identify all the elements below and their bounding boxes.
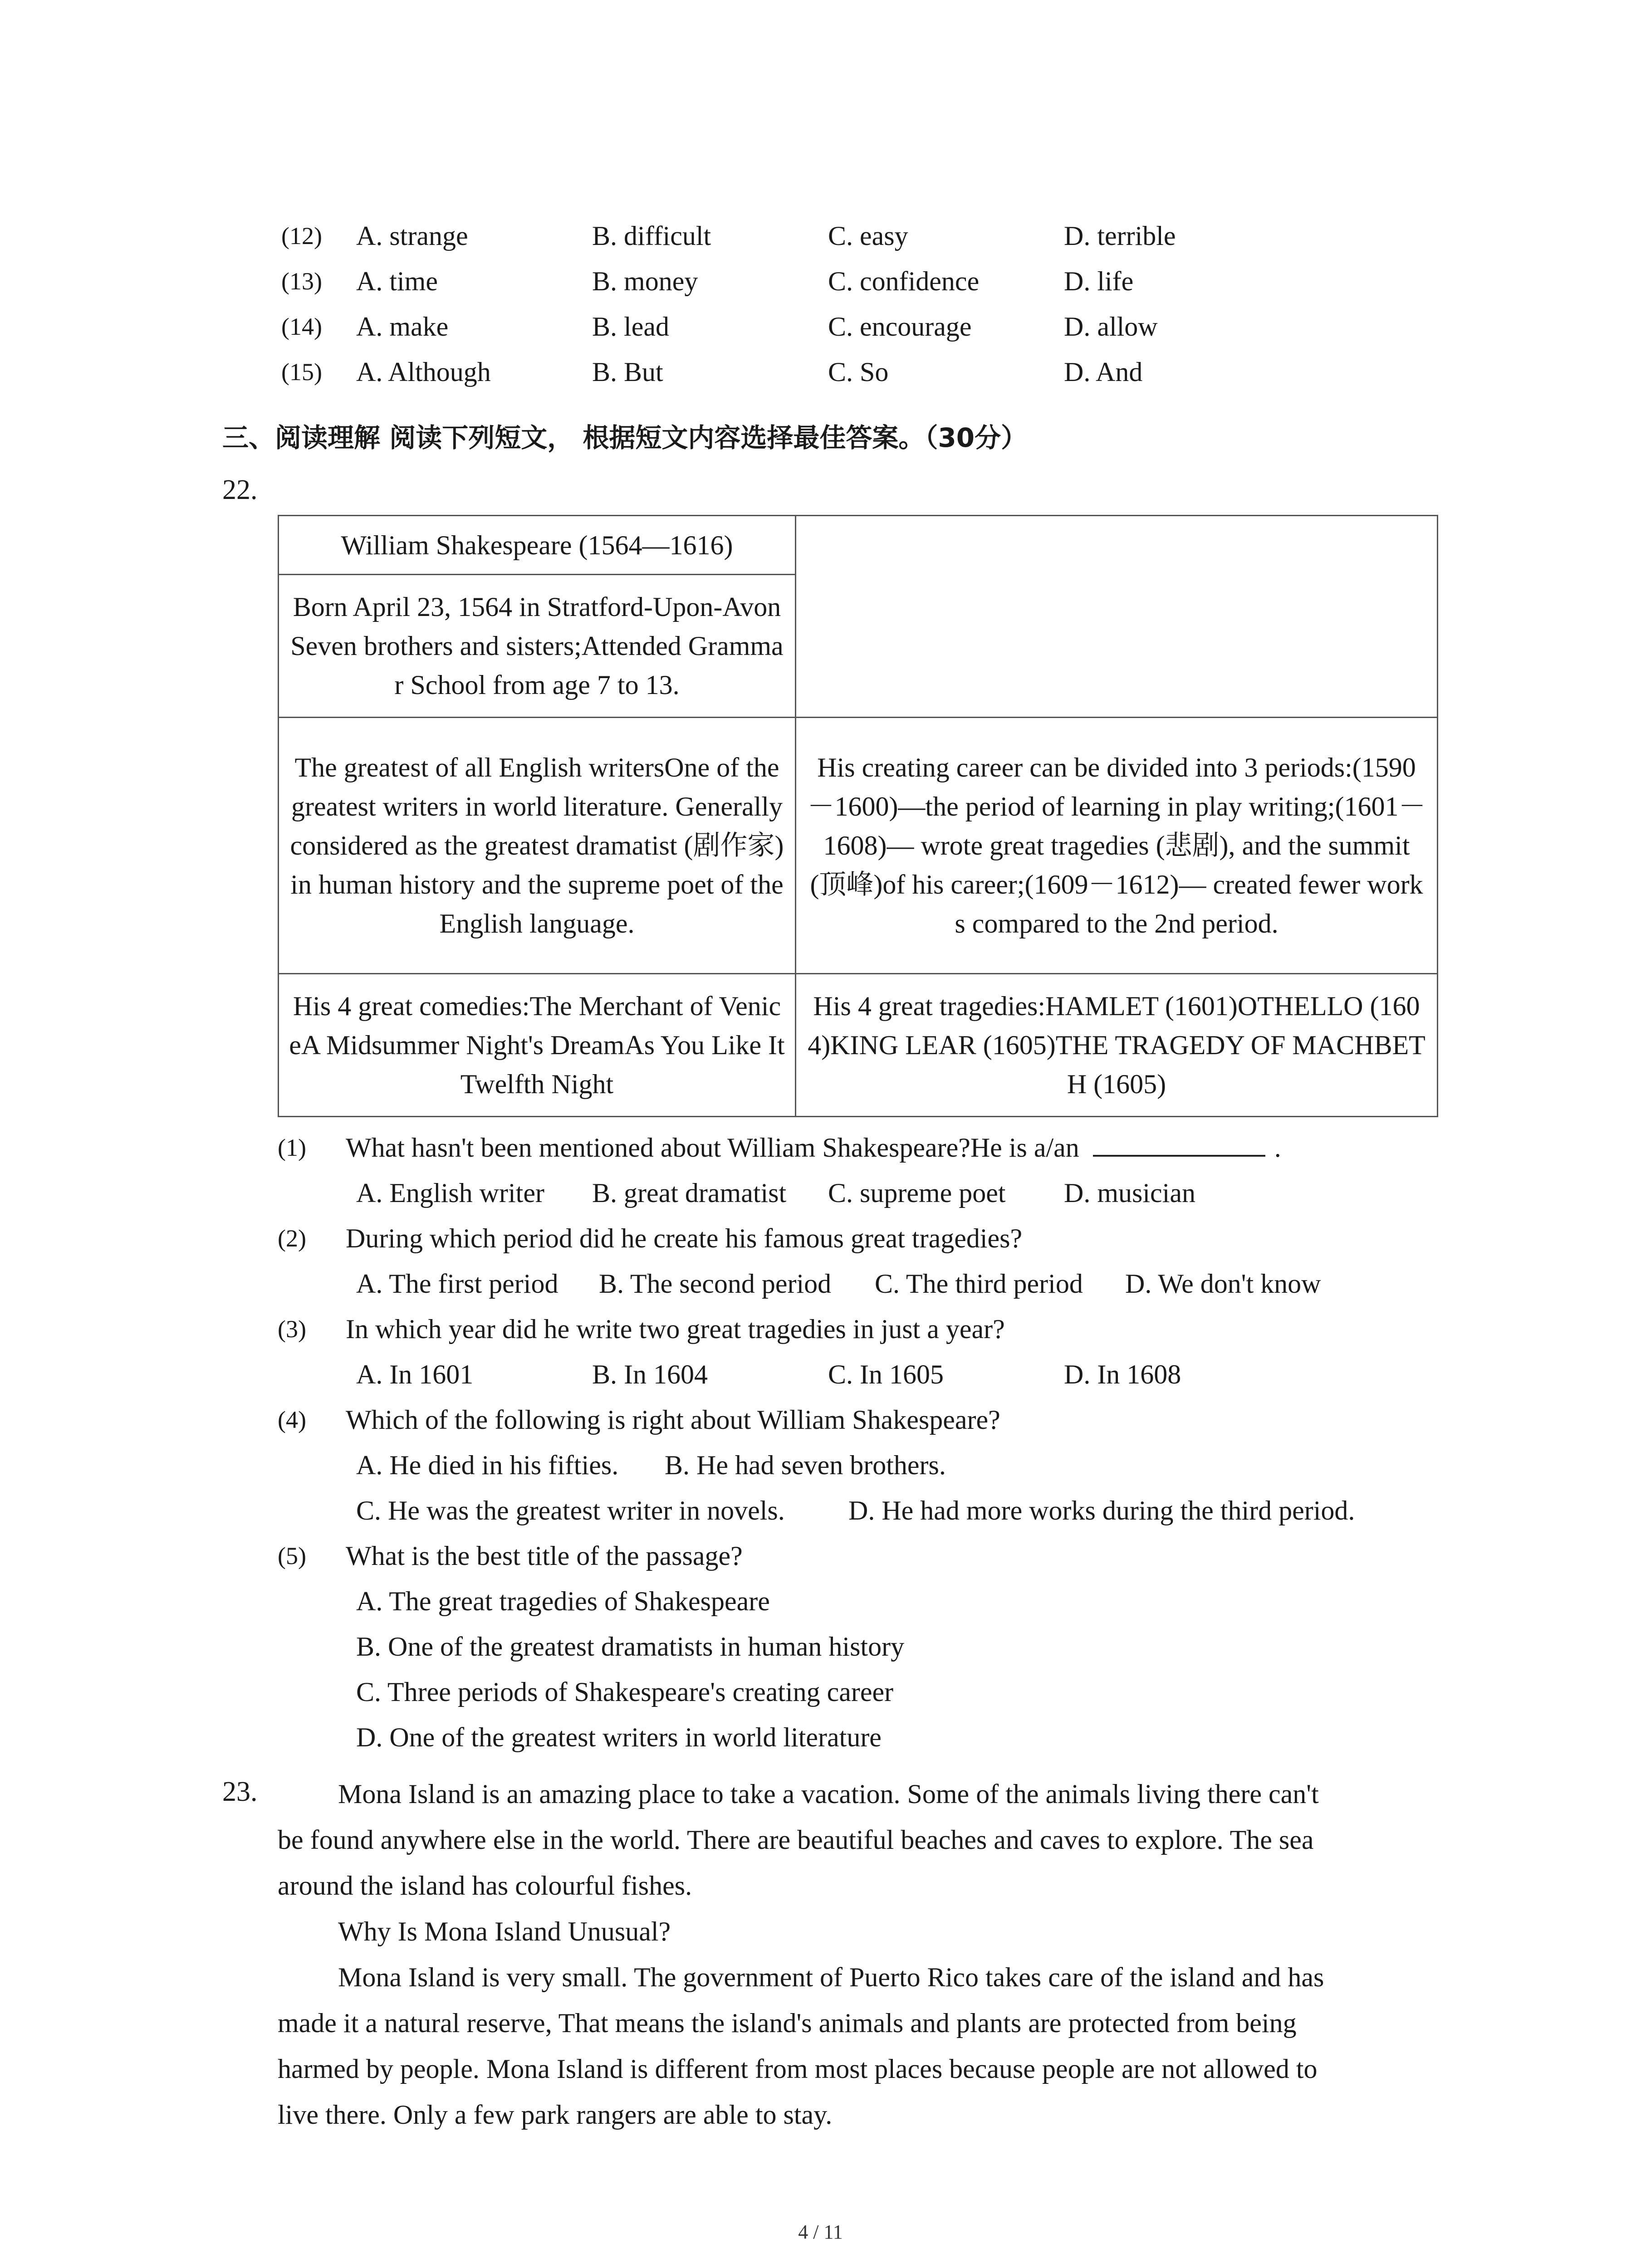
passage-line: Mona Island is very small. The government of Puerto Rico takes care of the island and has xyxy=(338,1962,1324,1992)
answer-option: D. In 1608 xyxy=(1064,1359,1181,1389)
passage-line: around the island has colourful fishes. xyxy=(278,1871,692,1901)
answer-option: B. He had seven brothers. xyxy=(665,1450,946,1480)
option-d: D. terrible xyxy=(1064,221,1176,251)
answer-option: C. Three periods of Shakespeare's creating career xyxy=(356,1677,894,1707)
answer-option: B. great dramatist xyxy=(592,1178,787,1208)
option-c: C. confidence xyxy=(828,266,980,296)
section-heading: 三、阅读理解 阅读下列短文， 根据短文内容选择最佳答案。（30分） xyxy=(222,422,1028,453)
answer-option: D. We don't know xyxy=(1125,1269,1321,1299)
answer-option: B. The second period xyxy=(599,1269,832,1299)
passage-subtitle: Why Is Mona Island Unusual? xyxy=(338,1916,671,1946)
answer-option: C. The third period xyxy=(875,1269,1083,1299)
page-number: 4 / 11 xyxy=(798,2221,843,2243)
option-d: D. life xyxy=(1064,266,1134,296)
question-number-23: 23. xyxy=(222,1776,258,1807)
answer-option: D. musician xyxy=(1064,1178,1195,1208)
question-number: (2) xyxy=(278,1225,306,1252)
option-c: C. encourage xyxy=(828,312,972,342)
option-d: D. And xyxy=(1064,357,1143,387)
question-number-22: 22. xyxy=(222,474,258,505)
question-text xyxy=(346,1125,1281,1170)
passage-line: Mona Island is an amazing place to take a vacation. Some of the animals living there can't xyxy=(338,1779,1319,1809)
question-number: (12) xyxy=(281,222,322,249)
question-number: (13) xyxy=(281,268,322,295)
answer-option: B. In 1604 xyxy=(592,1359,708,1389)
option-c: C. easy xyxy=(828,221,908,251)
option-a: A. make xyxy=(356,312,449,342)
answer-option: D. One of the greatest writers in world literature xyxy=(356,1722,882,1752)
question-number: (4) xyxy=(278,1406,306,1433)
option-a: A. time xyxy=(356,266,438,296)
option-c: C. So xyxy=(828,357,889,387)
shakespeare-info-table xyxy=(278,515,1438,1117)
option-a: A. strange xyxy=(356,221,468,251)
question-text: Which of the following is right about William Shakespeare? xyxy=(346,1405,1000,1435)
answer-blank[interactable] xyxy=(1093,1128,1265,1157)
passage-line: be found anywhere else in the world. There are beautiful beaches and caves to explore. The sea xyxy=(278,1825,1314,1855)
table-cell-empty xyxy=(796,516,1438,718)
option-a: A. Although xyxy=(356,357,491,387)
table-cell-comedies: His 4 great comedies:The Merchant of VeniceA Midsummer Night's DreamAs You Like ItTwelfth Night xyxy=(279,974,796,1117)
table-cell-tragedies: His 4 great tragedies:HAMLET (1601)OTHELLO (1604)KING LEAR (1605)THE TRAGEDY OF MACHBETH (1605) xyxy=(796,974,1438,1117)
question-number: (14) xyxy=(281,313,322,340)
answer-option: D. He had more works during the third period. xyxy=(848,1496,1355,1525)
question-text: What is the best title of the passage? xyxy=(346,1541,743,1571)
passage-line: harmed by people. Mona Island is different from most places because people are not allowed to xyxy=(278,2054,1318,2084)
question-stem: What hasn't been mentioned about William Shakespeare?He is a/an xyxy=(346,1133,1079,1163)
table-cell-header: William Shakespeare (1564—1616) xyxy=(279,516,796,575)
question-text: In which year did he write two great tragedies in just a year? xyxy=(346,1314,1005,1344)
answer-option: C. He was the greatest writer in novels. xyxy=(356,1496,785,1525)
passage-line: made it a natural reserve, That means the island's animals and plants are protected from being xyxy=(278,2008,1297,2038)
answer-option: A. He died in his fifties. xyxy=(356,1450,619,1480)
question-number: (15) xyxy=(281,358,322,386)
answer-option: C. In 1605 xyxy=(828,1359,944,1389)
answer-option: A. English writer xyxy=(356,1178,544,1208)
table-cell-born: Born April 23, 1564 in Stratford-Upon-AvonSeven brothers and sisters;Attended Grammar School from age 7 to 13. xyxy=(279,575,796,718)
option-d: D. allow xyxy=(1064,312,1158,342)
option-b: B. difficult xyxy=(592,221,711,251)
table-cell-greatest: The greatest of all English writersOne of the greatest writers in world literature. Generally considered as the greatest dramatist (剧作家) in human history and the supreme poet of the English language. xyxy=(279,718,796,974)
question-end: . xyxy=(1274,1133,1281,1163)
answer-option: A. The first period xyxy=(356,1269,558,1299)
answer-option: B. One of the greatest dramatists in human history xyxy=(356,1632,905,1662)
option-b: B. lead xyxy=(592,312,669,342)
question-text: During which period did he create his famous great tragedies? xyxy=(346,1223,1023,1253)
option-b: B. But xyxy=(592,357,663,387)
answer-option: A. The great tragedies of Shakespeare xyxy=(356,1586,770,1616)
question-number: (1) xyxy=(278,1134,306,1161)
question-number: (3) xyxy=(278,1315,306,1343)
answer-option: A. In 1601 xyxy=(356,1359,474,1389)
table-cell-career: His creating career can be divided into 3 periods:(1590－1600)—the period of learning in play writing;(1601－1608)— wrote great tragedies (悲剧), and the summit (顶峰)of his career;(1609－1612)— created fewer works compared to the 2nd period. xyxy=(796,718,1438,974)
question-number: (5) xyxy=(278,1542,306,1569)
option-b: B. money xyxy=(592,266,698,296)
answer-option: C. supreme poet xyxy=(828,1178,1006,1208)
passage-line: live there. Only a few park rangers are able to stay. xyxy=(278,2100,833,2130)
